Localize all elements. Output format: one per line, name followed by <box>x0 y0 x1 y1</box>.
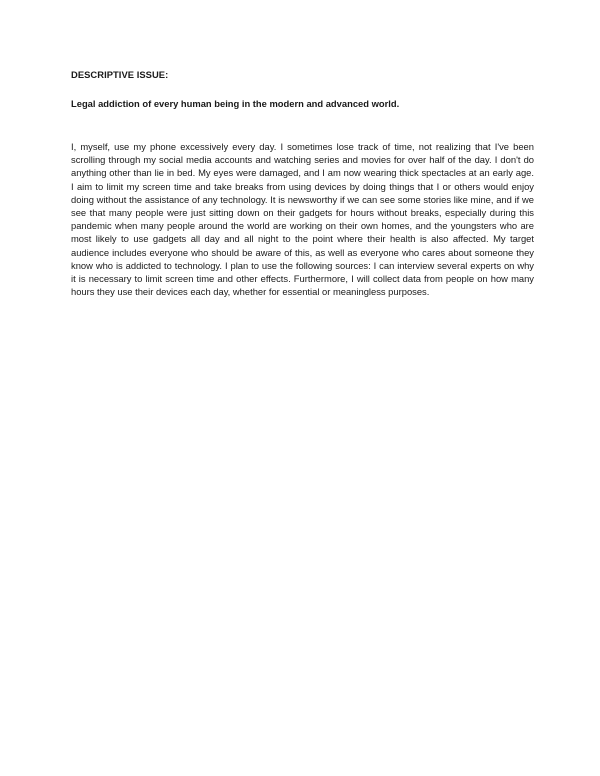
document-body-paragraph: I, myself, use my phone excessively every day. I sometimes lose track of time, not realizing that I've been scrolling through my social media accounts and watching series and movies for over half of the day. I don't do anything other than lie in bed. My eyes were damaged, and I am now wearing thick spectacles at an early age. I aim to limit my screen time and take breaks from using devices by doing things that I or others would enjoy doing without the assistance of any technology. It is newsworthy if we can see some stories like mine, and if we see that many people were just sitting down on their gadgets for hours without breaks, especially during this pandemic when many people around the world are working on their own homes, and the youngsters who are most likely to use gadgets all day and all night to the point where their health is also affected. My target audience includes everyone who should be aware of this, as well as everyone who cares about someone they know who is addicted to technology. I plan to use the following sources: I can interview several experts on why it is necessary to limit screen time and other effects. Furthermore, I will collect data from people on how many hours they use their devices each day, whether for essential or meaningless purposes. <box>71 141 534 298</box>
document-subheading: Legal addiction of every human being in the modern and advanced world. <box>71 98 400 109</box>
document-heading: DESCRIPTIVE ISSUE: <box>71 69 169 80</box>
